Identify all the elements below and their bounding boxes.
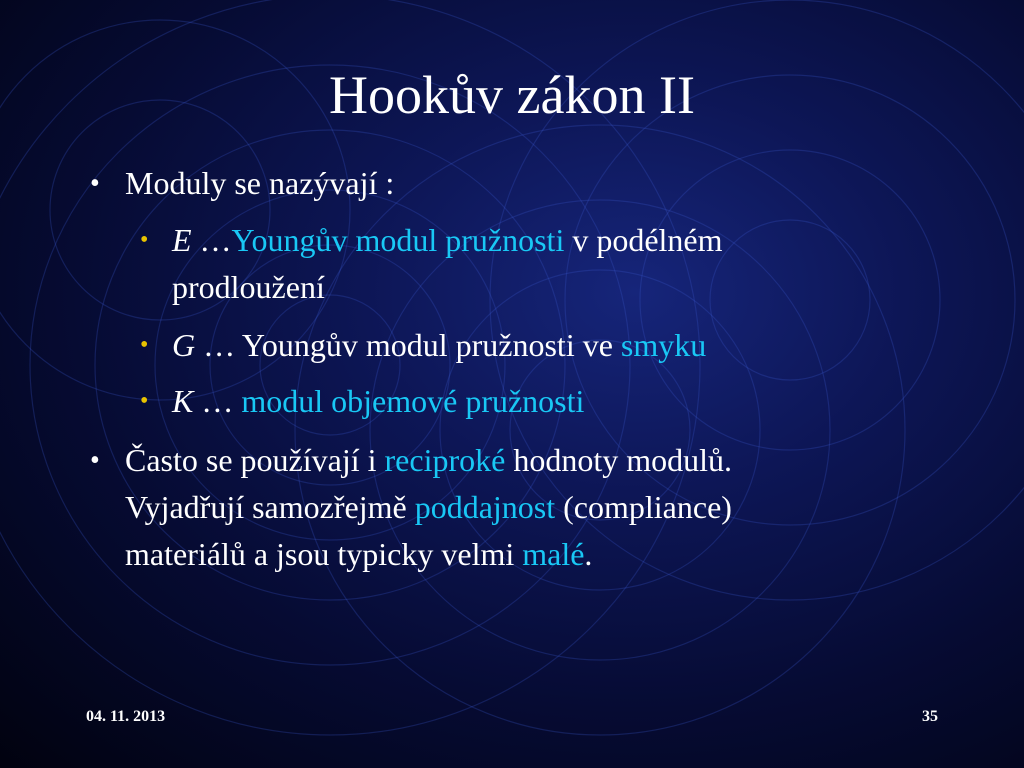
bullet-text: v podélném bbox=[564, 222, 723, 258]
symbol-e: E bbox=[172, 222, 192, 258]
bullet-icon: • bbox=[90, 168, 100, 199]
sub-bullet-item-k bbox=[172, 378, 922, 425]
slide-title: Hookův zákon II bbox=[329, 65, 695, 125]
bullet-text: materiálů a jsou typicky velmi bbox=[125, 536, 523, 572]
shear-term: smyku bbox=[620, 327, 707, 363]
bullet-text: … bbox=[193, 383, 242, 419]
sub-bullet-icon: • bbox=[140, 332, 149, 358]
sub-bullet-item-g bbox=[172, 322, 922, 369]
footer-date: 04. 11. 2013 bbox=[86, 708, 166, 725]
symbol-k: K bbox=[172, 383, 194, 419]
bullet-icon: • bbox=[90, 445, 100, 476]
sub-bullet-icon: • bbox=[140, 388, 149, 414]
bullet-text: … Youngův modul pružnosti ve bbox=[195, 327, 621, 363]
bullet-text: hodnoty modulů. bbox=[505, 442, 732, 478]
bullet-text: Vyjadřují samozřejmě bbox=[125, 489, 415, 525]
bullet-text: prodloužení bbox=[172, 269, 325, 305]
bullet-text: Moduly se nazývají : bbox=[125, 165, 395, 201]
reciprocal-term: reciproké bbox=[384, 442, 506, 478]
sub-bullet-item-e bbox=[172, 217, 922, 311]
bullet-text: Často se používají i bbox=[125, 442, 385, 478]
bulk-modulus-term: modul objemové pružnosti bbox=[241, 383, 585, 419]
compliance-term: poddajnost bbox=[414, 489, 556, 525]
bullet-text: (compliance) bbox=[555, 489, 732, 525]
ellipsis: … bbox=[199, 222, 232, 258]
small-term: malé bbox=[522, 536, 585, 572]
bullet-text: . bbox=[584, 536, 593, 572]
sub-bullet-icon: • bbox=[140, 227, 149, 253]
youngs-modulus-term: Youngův modul pružnosti bbox=[231, 222, 565, 258]
bullet-item bbox=[125, 437, 925, 578]
slide-number: 35 bbox=[922, 708, 938, 725]
bullet-item bbox=[125, 160, 925, 207]
symbol-g: G bbox=[172, 327, 196, 363]
